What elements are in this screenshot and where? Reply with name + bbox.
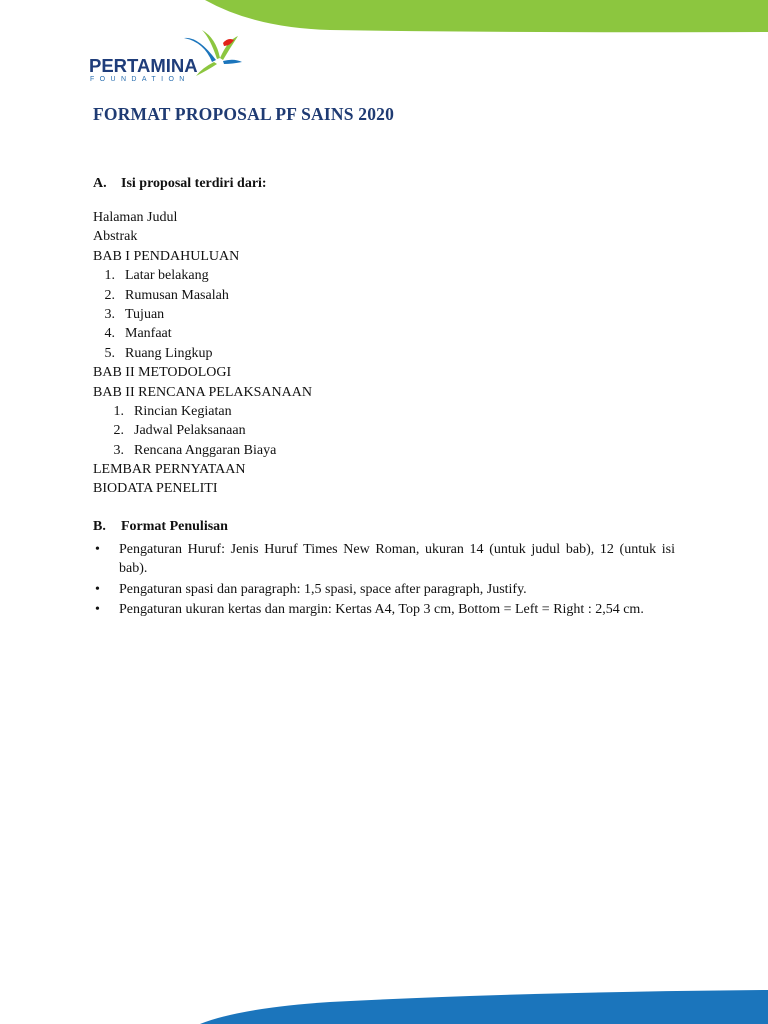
biodata-peneliti-line: BIODATA PENELITI xyxy=(93,481,218,497)
list-item: 1. Latar belakang xyxy=(104,268,209,284)
format-bullets xyxy=(93,540,675,620)
section-a-heading-text: Isi proposal terdiri dari: xyxy=(121,176,267,191)
lembar-pernyataan-line: LEMBAR PERNYATAAN xyxy=(93,462,246,478)
section-b-heading-text: Format Penulisan xyxy=(121,518,228,534)
list-item: 1. Rincian Kegiatan xyxy=(113,403,232,419)
bab2-list xyxy=(93,402,675,460)
halaman-judul-line: Halaman Judul xyxy=(93,210,178,225)
bottom-blue-swoosh xyxy=(0,984,768,1024)
section-a-letter: A. xyxy=(93,176,107,191)
list-item: 2. Rumusan Masalah xyxy=(104,287,229,303)
pertamina-foundation-logo xyxy=(86,24,246,86)
list-item: 4. Manfaat xyxy=(104,326,172,342)
document-title: FORMAT PROPOSAL PF SAINS 2020 xyxy=(93,104,395,124)
list-item: 2. Jadwal Pelaksanaan xyxy=(113,423,246,439)
section-a-heading xyxy=(93,174,675,194)
bullet-dot-icon: • xyxy=(95,541,100,557)
list-item: • Pengaturan ukuran kertas dan margin: Kertas A4, Top 3 cm, Bottom = Left = Right : 2,54 cm. xyxy=(93,600,675,619)
bab1-list xyxy=(93,266,675,363)
logo-subtext: FOUNDATION xyxy=(90,76,190,83)
list-item: 5. Ruang Lingkup xyxy=(104,345,213,361)
list-item: 3. Rencana Anggaran Biaya xyxy=(113,442,277,458)
document-body xyxy=(93,174,675,620)
bullet-dot-icon: • xyxy=(95,581,100,597)
list-item: 3. Tujuan xyxy=(104,306,165,322)
bab1-line: BAB I PENDAHULUAN xyxy=(93,248,240,264)
bullet-dot-icon: • xyxy=(95,602,100,618)
section-b-letter: B. xyxy=(93,518,106,534)
list-item: • Pengaturan Huruf: Jenis Huruf Times New Roman, ukuran 14 (untuk judul bab), 12 (untuk isi bab). xyxy=(95,541,675,577)
bab2-metodologi-line: BAB II METODOLOGI xyxy=(93,365,232,381)
section-b-heading xyxy=(93,517,675,537)
list-item: • Pengaturan spasi dan paragraph: 1,5 spasi, space after paragraph, Justify. xyxy=(93,580,675,599)
logo-wordmark: PERTAMINA xyxy=(89,55,198,76)
bab2-rencana-line: BAB II RENCANA PELAKSANAAN xyxy=(93,384,312,400)
abstrak-line: Abstrak xyxy=(93,229,138,245)
